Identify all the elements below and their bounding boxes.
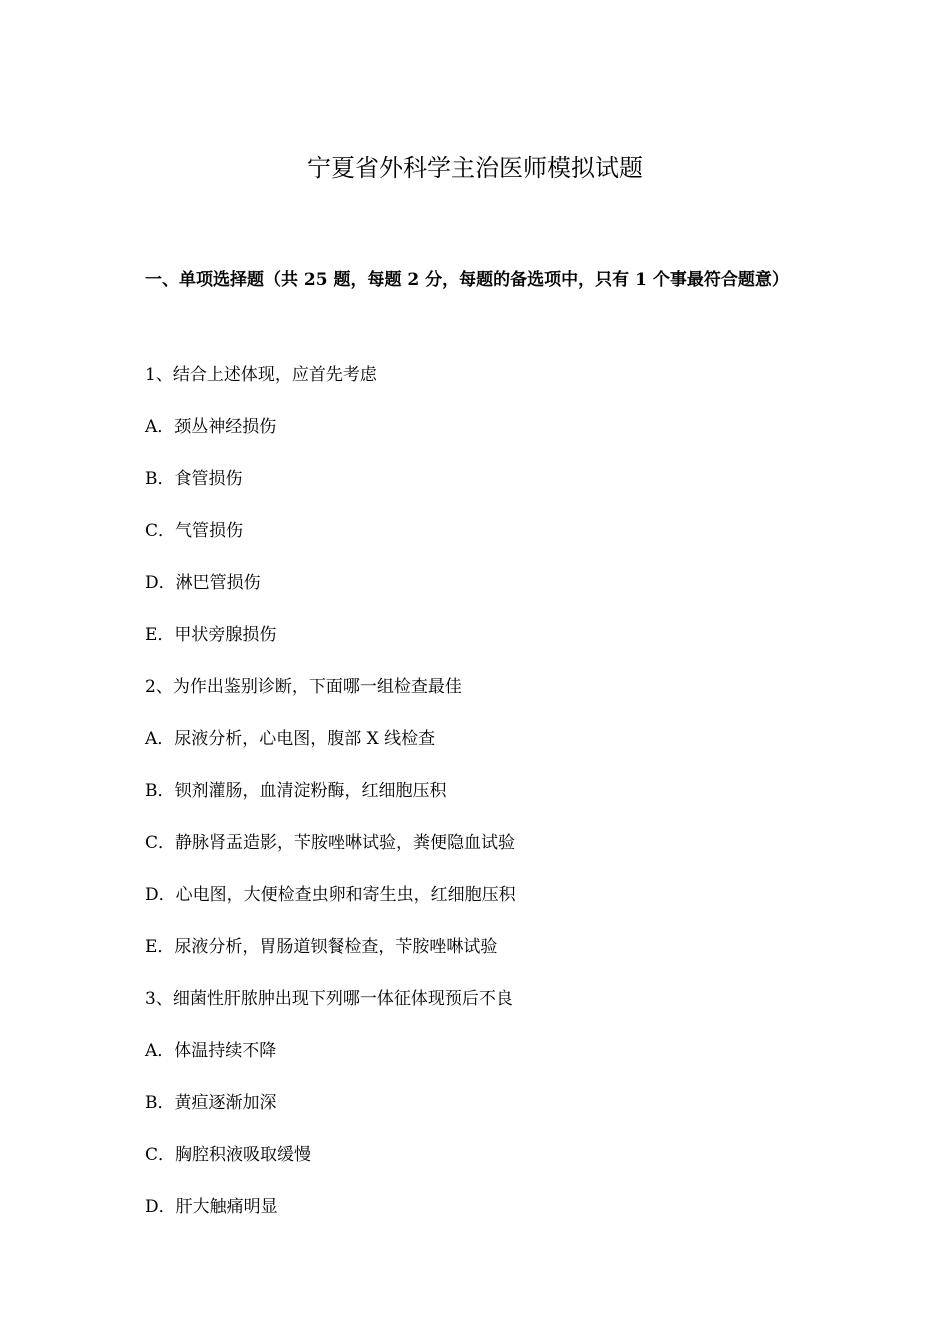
question-1-option-d: D．淋巴管损伤 xyxy=(145,573,261,593)
question-2-option-a: A．尿液分析，心电图，腹部 X 线检查 xyxy=(145,729,436,749)
question-2-option-e: E．尿液分析，胃肠道钡餐检查，苄胺唑啉试验 xyxy=(145,937,498,957)
question-1-option-e: E．甲状旁腺损伤 xyxy=(145,625,277,645)
question-2-stem: 2、为作出鉴别诊断，下面哪一组检查最佳 xyxy=(145,677,462,697)
question-2-option-d: D．心电图，大便检查虫卵和寄生虫，红细胞压积 xyxy=(145,885,516,905)
section-heading: 一、单项选择题（共 25 题，每题 2 分，每题的备选项中，只有 1 个事最符合题意） xyxy=(145,270,789,290)
question-2-option-b: B．钡剂灌肠，血清淀粉酶，红细胞压积 xyxy=(145,781,447,801)
question-3-option-c: C．胸腔积液吸取缓慢 xyxy=(145,1145,312,1165)
question-3-option-d: D．肝大触痛明显 xyxy=(145,1197,278,1217)
question-3-option-a: A．体温持续不降 xyxy=(145,1041,277,1061)
question-1-option-b: B．食管损伤 xyxy=(145,469,243,489)
question-3-option-b: B．黄疸逐渐加深 xyxy=(145,1093,277,1113)
question-1-option-c: C．气管损伤 xyxy=(145,521,244,541)
question-2-option-c: C．静脉肾盂造影，苄胺唑啉试验，粪便隐血试验 xyxy=(145,833,516,853)
question-1-stem: 1、结合上述体现，应首先考虑 xyxy=(145,365,377,385)
question-3-stem: 3、细菌性肝脓肿出现下列哪一体征体现预后不良 xyxy=(145,989,513,1009)
document-title: 宁夏省外科学主治医师模拟试题 xyxy=(307,154,643,182)
question-1-option-a: A．颈丛神经损伤 xyxy=(145,417,277,437)
question-list xyxy=(145,358,825,1242)
